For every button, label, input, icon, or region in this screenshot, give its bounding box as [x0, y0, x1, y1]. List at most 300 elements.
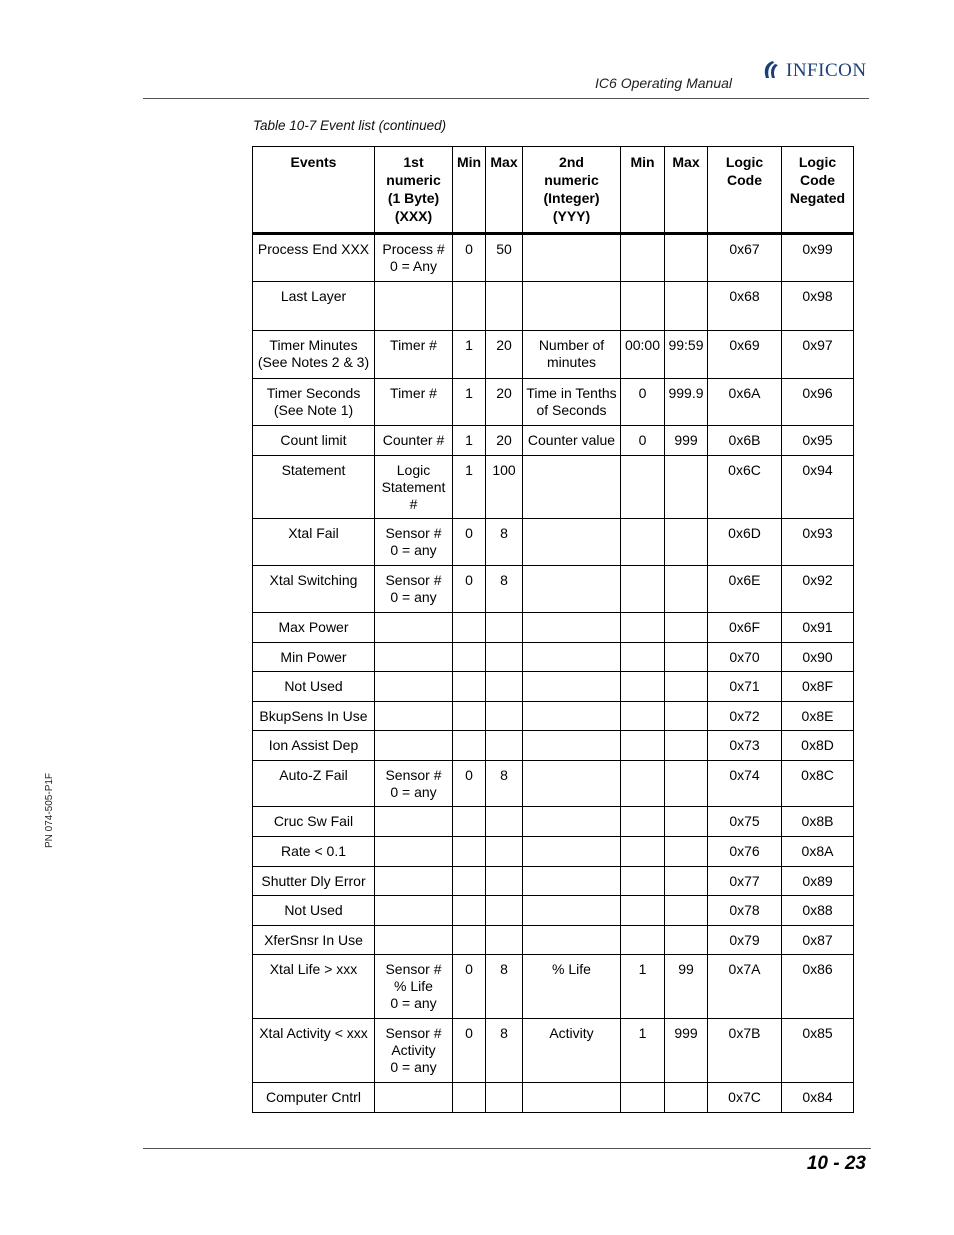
- table-cell: [621, 955, 665, 1019]
- table-cell: [453, 519, 486, 566]
- cell-value: Activity: [549, 1025, 594, 1041]
- cell-value: Sensor # Activity 0 = any: [385, 1025, 442, 1075]
- table-cell: [665, 234, 708, 282]
- table-cell: [523, 379, 621, 426]
- table-row: [253, 807, 854, 837]
- table-row: [253, 379, 854, 426]
- table-cell: [708, 955, 782, 1019]
- table-cell: [708, 1019, 782, 1083]
- table-row: [253, 867, 854, 896]
- table-cell: [665, 1083, 708, 1113]
- table-row: [253, 456, 854, 519]
- cell-value: Process End XXX: [257, 241, 370, 257]
- column-header-label: Min: [456, 154, 482, 170]
- cell-value: 99: [678, 961, 694, 977]
- table-row: [253, 837, 854, 867]
- footer-rule: [143, 1148, 871, 1149]
- table-cell: [253, 519, 375, 566]
- cell-value: Shutter Dly Error: [261, 873, 366, 889]
- table-cell: [375, 426, 453, 456]
- table-cell: [253, 731, 375, 761]
- table-row: [253, 566, 854, 613]
- cell-value: 99:59: [668, 337, 704, 353]
- cell-value: 0: [638, 385, 647, 401]
- table-cell: [253, 761, 375, 807]
- cell-value: 0x7B: [728, 1025, 761, 1041]
- table-cell: [375, 519, 453, 566]
- table-cell: [453, 807, 486, 837]
- table-cell: [665, 613, 708, 643]
- table-cell: [621, 807, 665, 837]
- table-cell: [523, 807, 621, 837]
- cell-value: 0x79: [729, 932, 760, 948]
- table-cell: [375, 896, 453, 926]
- table-row: [253, 761, 854, 807]
- table-row: [253, 896, 854, 926]
- cell-value: 0x96: [802, 385, 833, 401]
- table-cell: [486, 379, 523, 426]
- cell-value: Timer Minutes (See Notes 2 & 3): [257, 337, 370, 370]
- column-header: [375, 147, 453, 234]
- table-cell: [708, 282, 782, 331]
- column-header-label: Max: [490, 154, 518, 170]
- table-cell: [708, 1083, 782, 1113]
- table-cell: [375, 837, 453, 867]
- table-cell: [453, 234, 486, 282]
- table-cell: [708, 426, 782, 456]
- table-cell: [486, 426, 523, 456]
- table-cell: [486, 926, 523, 955]
- table-cell: [665, 456, 708, 519]
- table-cell: [708, 331, 782, 379]
- cell-value: Timer #: [390, 385, 437, 401]
- table-cell: [523, 1083, 621, 1113]
- cell-value: 0x8E: [801, 708, 834, 724]
- cell-value: 0x76: [729, 843, 760, 859]
- page-number: 10 - 23: [806, 1153, 866, 1174]
- table-cell: [453, 426, 486, 456]
- table-cell: [621, 1083, 665, 1113]
- table-cell: [375, 672, 453, 702]
- table-cell: [523, 867, 621, 896]
- table-cell: [523, 731, 621, 761]
- table-cell: [621, 379, 665, 426]
- table-cell: [523, 896, 621, 926]
- table-cell: [375, 379, 453, 426]
- table-cell: [253, 926, 375, 955]
- table-cell: [253, 1019, 375, 1083]
- table-cell: [621, 761, 665, 807]
- cell-value: Min Power: [280, 649, 347, 665]
- cell-value: Sensor # 0 = any: [385, 767, 442, 800]
- cell-value: 50: [496, 241, 512, 257]
- document-title: IC6 Operating Manual: [595, 75, 732, 91]
- table-cell: [375, 1083, 453, 1113]
- table-cell: [486, 519, 523, 566]
- cell-value: 0x78: [729, 902, 760, 918]
- table-cell: [665, 643, 708, 672]
- table-row: [253, 426, 854, 456]
- table-cell: [375, 566, 453, 613]
- table-cell: [453, 761, 486, 807]
- cell-value: Ion Assist Dep: [268, 737, 359, 753]
- table-cell: [665, 426, 708, 456]
- table-cell: [486, 837, 523, 867]
- table-cell: [621, 896, 665, 926]
- table-cell: [486, 1019, 523, 1083]
- cell-value: 0x8D: [801, 737, 834, 753]
- table-cell: [665, 955, 708, 1019]
- table-cell: [621, 643, 665, 672]
- table-cell: [453, 896, 486, 926]
- table-cell: [253, 955, 375, 1019]
- table-cell: [253, 379, 375, 426]
- cell-value: 1: [638, 1025, 647, 1041]
- table-cell: [486, 867, 523, 896]
- cell-value: Process # 0 = Any: [382, 241, 445, 274]
- table-cell: [375, 807, 453, 837]
- cell-value: 1: [465, 385, 473, 401]
- table-cell: [523, 643, 621, 672]
- cell-value: 0x90: [802, 649, 833, 665]
- cell-value: 8: [500, 767, 508, 783]
- cell-value: 0x6E: [728, 572, 761, 588]
- table-cell: [375, 867, 453, 896]
- cell-value: 0x75: [729, 813, 760, 829]
- table-cell: [708, 926, 782, 955]
- table-cell: [665, 331, 708, 379]
- cell-value: Rate < 0.1: [281, 843, 346, 859]
- cell-value: 0x6D: [728, 525, 761, 541]
- table-cell: [253, 702, 375, 731]
- table-cell: [486, 566, 523, 613]
- table-caption: Table 10-7 Event list (continued): [253, 118, 447, 133]
- cell-value: Count limit: [280, 432, 347, 448]
- cell-value: 0x70: [729, 649, 760, 665]
- column-header-label: Events: [290, 154, 337, 170]
- cell-value: 0x8F: [801, 678, 834, 694]
- table-cell: [453, 955, 486, 1019]
- table-cell: [486, 1083, 523, 1113]
- table-cell: [453, 379, 486, 426]
- table-cell: [708, 519, 782, 566]
- cell-value: 0x67: [729, 241, 760, 257]
- table-cell: [782, 379, 854, 426]
- cell-value: 1: [638, 961, 647, 977]
- table-cell: [665, 379, 708, 426]
- table-cell: [665, 867, 708, 896]
- event-list-table: [252, 146, 854, 1113]
- part-number-label: PN 074-505-P1F: [44, 772, 55, 848]
- table-cell: [782, 1083, 854, 1113]
- table-cell: [486, 643, 523, 672]
- cell-value: 00:00: [624, 337, 661, 353]
- table-cell: [523, 282, 621, 331]
- table-cell: [621, 456, 665, 519]
- cell-value: 0x97: [802, 337, 833, 353]
- cell-value: Auto-Z Fail: [279, 767, 348, 783]
- cell-value: 0x94: [802, 462, 833, 478]
- table-row: [253, 702, 854, 731]
- table-row: [253, 613, 854, 643]
- table-cell: [486, 731, 523, 761]
- cell-value: 0: [465, 572, 473, 588]
- table-cell: [708, 837, 782, 867]
- table-cell: [453, 331, 486, 379]
- cell-value: Last Layer: [280, 288, 347, 304]
- cell-value: Timer Seconds (See Note 1): [266, 385, 361, 418]
- cell-value: Counter value: [527, 432, 616, 448]
- table-cell: [453, 672, 486, 702]
- table-cell: [665, 761, 708, 807]
- table-cell: [621, 331, 665, 379]
- table-cell: [665, 672, 708, 702]
- table-cell: [523, 672, 621, 702]
- table-cell: [375, 643, 453, 672]
- cell-value: 0x93: [802, 525, 833, 541]
- cell-value: Time in Tenths of Seconds: [526, 385, 617, 418]
- table-cell: [782, 867, 854, 896]
- table-cell: [782, 613, 854, 643]
- cell-value: 0: [465, 961, 473, 977]
- cell-value: Xtal Switching: [269, 572, 358, 588]
- cell-value: Cruc Sw Fail: [273, 813, 354, 829]
- table-cell: [708, 761, 782, 807]
- table-cell: [665, 896, 708, 926]
- table-cell: [453, 837, 486, 867]
- table-cell: [665, 926, 708, 955]
- cell-value: 0x86: [802, 961, 833, 977]
- table-cell: [621, 519, 665, 566]
- table-cell: [486, 234, 523, 282]
- column-header: [708, 147, 782, 234]
- table-cell: [375, 613, 453, 643]
- table-cell: [486, 613, 523, 643]
- table-cell: [782, 282, 854, 331]
- table-cell: [453, 702, 486, 731]
- table-cell: [708, 234, 782, 282]
- cell-value: Sensor # 0 = any: [385, 525, 442, 558]
- cell-value: 100: [492, 462, 516, 478]
- table-cell: [523, 519, 621, 566]
- table-cell: [486, 672, 523, 702]
- cell-value: XferSnsr In Use: [264, 932, 363, 948]
- table-cell: [253, 896, 375, 926]
- cell-value: Not Used: [284, 678, 343, 694]
- table-cell: [253, 566, 375, 613]
- table-cell: [621, 1019, 665, 1083]
- table-cell: [665, 837, 708, 867]
- cell-value: 1: [465, 337, 473, 353]
- table-cell: [621, 926, 665, 955]
- table-cell: [782, 761, 854, 807]
- table-cell: [523, 566, 621, 613]
- cell-value: 0x77: [729, 873, 760, 889]
- cell-value: 0x92: [802, 572, 833, 588]
- table-cell: [523, 955, 621, 1019]
- table-cell: [782, 643, 854, 672]
- table-cell: [253, 837, 375, 867]
- cell-value: Xtal Life > xxx: [269, 961, 358, 977]
- table-cell: [708, 807, 782, 837]
- cell-value: BkupSens In Use: [259, 708, 368, 724]
- table-cell: [375, 731, 453, 761]
- table-cell: [708, 566, 782, 613]
- cell-value: Xtal Activity < xxx: [259, 1025, 368, 1041]
- table-cell: [253, 643, 375, 672]
- column-header-label: 1st numeric (1 Byte) (XXX): [386, 154, 441, 224]
- table-cell: [708, 379, 782, 426]
- table-row: [253, 672, 854, 702]
- cell-value: Computer Cntrl: [266, 1089, 361, 1105]
- table-row: [253, 519, 854, 566]
- cell-value: 0x73: [729, 737, 760, 753]
- column-header-label: Min: [630, 154, 655, 170]
- table-cell: [453, 566, 486, 613]
- cell-value: 0x7A: [728, 961, 761, 977]
- table-cell: [782, 1019, 854, 1083]
- table-cell: [665, 731, 708, 761]
- table-cell: [621, 867, 665, 896]
- table-cell: [782, 731, 854, 761]
- table-cell: [621, 837, 665, 867]
- table-cell: [375, 456, 453, 519]
- table-cell: [375, 702, 453, 731]
- cell-value: 1: [465, 432, 473, 448]
- table-cell: [708, 896, 782, 926]
- table-cell: [523, 426, 621, 456]
- cell-value: 0x91: [802, 619, 833, 635]
- table-row: [253, 1019, 854, 1083]
- table-cell: [453, 456, 486, 519]
- table-cell: [782, 456, 854, 519]
- cell-value: 0x98: [802, 288, 833, 304]
- table-header-row: [253, 147, 854, 234]
- table-cell: [253, 672, 375, 702]
- table-cell: [782, 566, 854, 613]
- table-cell: [253, 426, 375, 456]
- table-cell: [523, 456, 621, 519]
- cell-value: 0x7C: [728, 1089, 761, 1105]
- column-header-label: Logic Code: [725, 154, 764, 188]
- table-cell: [708, 672, 782, 702]
- table-row: [253, 1083, 854, 1113]
- column-header-label: Max: [672, 154, 700, 170]
- table-cell: [782, 426, 854, 456]
- table-cell: [253, 867, 375, 896]
- table-cell: [375, 1019, 453, 1083]
- table-cell: [708, 456, 782, 519]
- table-cell: [621, 613, 665, 643]
- cell-value: Timer #: [390, 337, 437, 353]
- table-cell: [708, 702, 782, 731]
- table-cell: [523, 331, 621, 379]
- cell-value: 999: [674, 1025, 698, 1041]
- table-cell: [253, 1083, 375, 1113]
- cell-value: 0x88: [802, 902, 833, 918]
- table-cell: [621, 282, 665, 331]
- cell-value: 0x6F: [728, 619, 761, 635]
- table-cell: [782, 519, 854, 566]
- cell-value: Xtal Fail: [288, 525, 339, 541]
- cell-value: 0x99: [802, 241, 833, 257]
- company-logo: [760, 58, 867, 84]
- table-cell: [375, 331, 453, 379]
- table-cell: [782, 837, 854, 867]
- cell-value: 0: [638, 432, 647, 448]
- table-cell: [708, 867, 782, 896]
- table-cell: [453, 643, 486, 672]
- cell-value: 0: [465, 241, 473, 257]
- table-cell: [621, 702, 665, 731]
- cell-value: 8: [500, 525, 508, 541]
- table-body: [253, 234, 854, 1113]
- logo-text: INFICON: [786, 60, 867, 81]
- table-cell: [621, 426, 665, 456]
- table-cell: [523, 761, 621, 807]
- table-cell: [782, 702, 854, 731]
- table-cell: [453, 1083, 486, 1113]
- table-cell: [665, 519, 708, 566]
- table-cell: [782, 896, 854, 926]
- cell-value: Not Used: [284, 902, 343, 918]
- cell-value: 8: [500, 1025, 508, 1041]
- cell-value: Sensor # 0 = any: [385, 572, 442, 605]
- table-cell: [453, 613, 486, 643]
- table-cell: [486, 807, 523, 837]
- table-cell: [523, 702, 621, 731]
- table-cell: [375, 761, 453, 807]
- table-cell: [782, 955, 854, 1019]
- table-cell: [665, 702, 708, 731]
- table-cell: [486, 955, 523, 1019]
- cell-value: % Life: [552, 961, 591, 977]
- column-header: [665, 147, 708, 234]
- table-cell: [708, 643, 782, 672]
- cell-value: Number of minutes: [538, 337, 605, 370]
- table-row: [253, 282, 854, 331]
- cell-value: 0x8A: [801, 843, 834, 859]
- table-cell: [486, 282, 523, 331]
- cell-value: 0: [465, 767, 473, 783]
- table-cell: [782, 331, 854, 379]
- table-cell: [453, 731, 486, 761]
- cell-value: 20: [496, 432, 512, 448]
- cell-value: 0x89: [802, 873, 833, 889]
- cell-value: 8: [500, 961, 508, 977]
- inficon-logo-icon: [760, 59, 784, 83]
- cell-value: Counter #: [382, 432, 445, 448]
- table-row: [253, 643, 854, 672]
- table-row: [253, 955, 854, 1019]
- table-cell: [253, 613, 375, 643]
- table-cell: [523, 837, 621, 867]
- table-cell: [523, 613, 621, 643]
- column-header: [621, 147, 665, 234]
- table-cell: [665, 282, 708, 331]
- column-header-label: Logic Code Negated: [789, 154, 846, 206]
- column-header: [782, 147, 854, 234]
- cell-value: 20: [496, 385, 512, 401]
- table-cell: [665, 1019, 708, 1083]
- table-cell: [253, 331, 375, 379]
- cell-value: 0x6B: [728, 432, 761, 448]
- table-cell: [486, 456, 523, 519]
- table-cell: [486, 896, 523, 926]
- cell-value: Logic Statement #: [381, 462, 446, 512]
- cell-value: 0x6A: [728, 385, 761, 401]
- table-cell: [708, 613, 782, 643]
